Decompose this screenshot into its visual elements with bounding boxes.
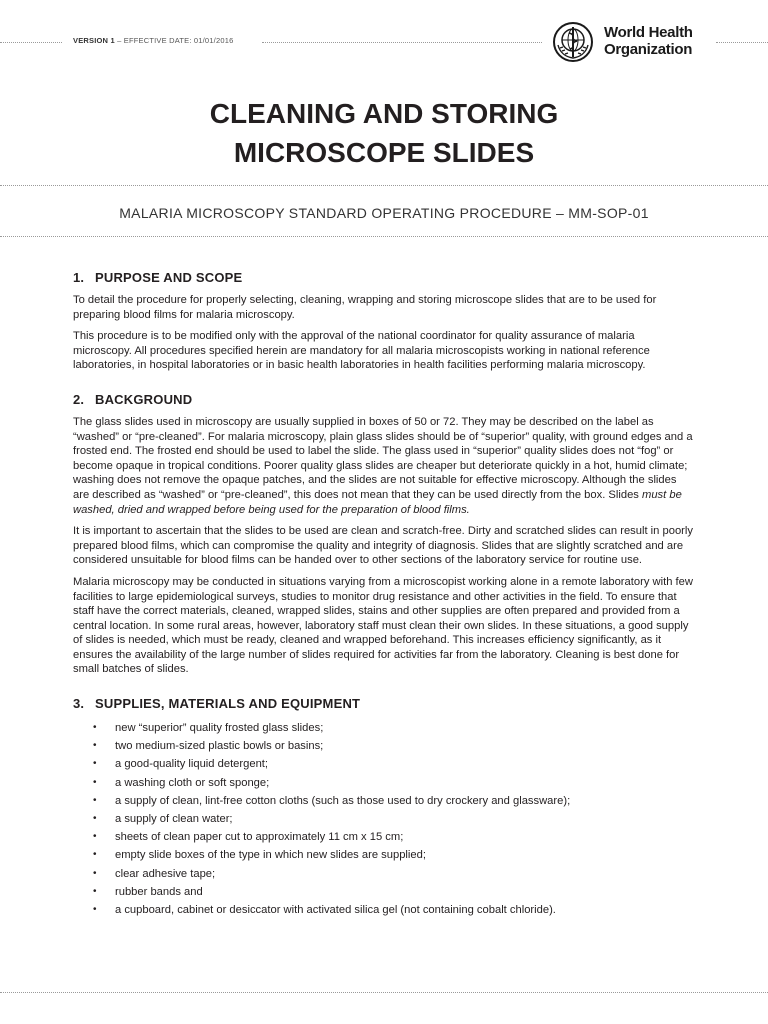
- list-item: • two medium-sized plastic bowls or basins;: [73, 737, 695, 755]
- page-title: [0, 94, 768, 172]
- paragraph: This procedure is to be modified only with the approval of the national coordinator for quality assurance of malaria microscopy. All procedures specified herein are mandatory for all malaria microscopists working in national reference laboratories, in hospital laboratories or in basic health laboratories in health facilities performing malaria microscopy.: [73, 330, 650, 372]
- title-line-1: CLEANING AND STORING: [209, 98, 559, 129]
- list-item: • clear adhesive tape;: [73, 865, 695, 883]
- footer-rule: [0, 992, 768, 993]
- paragraph: It is important to ascertain that the slides to be used are clean and scratch-free. Dirty and scratched slides can result in poorly prepared blood films, which can compromise the quality and integrity of diagnosis. Slides that are slightly scratched and are considered unsuitable for blood films can be handed over to other sections of the laboratory service for routine use.: [73, 525, 693, 567]
- section-title: PURPOSE AND SCOPE: [95, 270, 243, 285]
- section-title: SUPPLIES, MATERIALS AND EQUIPMENT: [95, 696, 361, 712]
- emphasis-text: must be washed, dried and wrapped before being used for the preparation of blood films.: [73, 488, 682, 516]
- list-item: • empty slide boxes of the type in which new slides are supplied;: [73, 846, 695, 864]
- paragraph: [73, 415, 695, 517]
- paragraph: Malaria microscopy may be conducted in situations varying from a microscopist working alone in a remote laboratory with few facilities to large epidemiological surveys, studies to monitor drug resistance and other activities in the field. To ensure that staff have the correct materials, cleaned, wrapped slides, stains and other supplies are often prepared and provided from a central location. In some rural areas, however, laboratory staff must clean their own slides. In these situations, a good supply of slides is needed, which must be ready, cleaned and wrapped beforehand. This increases efficiency significantly, as it ensures the availability of the large number of slides required for activities far from the laboratory. Cleaning is best done for small batches of slides.: [73, 575, 693, 676]
- logo-line-2: Organization: [604, 40, 693, 58]
- supplies-list: [73, 719, 695, 919]
- document-subtitle: MALARIA MICROSCOPY STANDARD OPERATING PROCEDURE – MM-SOP-01: [119, 205, 649, 221]
- list-item: • a washing cloth or soft sponge;: [73, 774, 695, 792]
- version-info: [73, 36, 233, 45]
- list-item: • a cupboard, cabinet or desiccator with activated silica gel (not containing cobalt chloride).: [73, 901, 695, 919]
- section-heading: [73, 392, 695, 407]
- logo-line-1: World Health: [604, 24, 693, 41]
- section-number: 1.: [73, 270, 85, 285]
- section-heading: [73, 270, 695, 285]
- paragraph: To detail the procedure for properly selecting, cleaning, wrapping and storing microscope slides that are to be used for preparing blood films for malaria microscopy.: [73, 294, 657, 321]
- header-rule-right: [716, 42, 768, 43]
- list-item: • sheets of clean paper cut to approximately 11 cm x 15 cm;: [73, 828, 695, 846]
- paragraph-text: The glass slides used in microscopy are usually supplied in boxes of 50 or 72. They may be described on the label as “washed” or “pre-cleaned”. For malaria microscopy, plain glass slides should be of “superior” quality, with ground edges and a frosted end. The frosted end should be used to label the slide. The glass used in “superior” quality slides does not “fog” or become opaque in tropical conditions. Poorer quality glass slides are cheaper but deteriorate quickly in a hot, humid climate; washing does not remove the opaque patches, and the slides are not suitable for effective microscopy. Although the slides are described as “washed” or “pre-cleaned”, this does not mean that they can be used directly from the box. Slides: [73, 415, 693, 501]
- header-rule-left: [0, 42, 62, 43]
- section-number: 2.: [73, 391, 85, 407]
- subtitle-rule-bottom: [0, 236, 768, 237]
- section-purpose-and-scope: [73, 270, 695, 373]
- section-number: 3.: [73, 696, 85, 712]
- section-title: BACKGROUND: [95, 391, 193, 407]
- version-label: VERSION 1: [73, 36, 115, 45]
- section-heading: [73, 696, 695, 711]
- list-item: • new “superior” quality frosted glass slides;: [73, 719, 695, 737]
- section-supplies: [73, 696, 695, 919]
- effective-date: – EFFECTIVE DATE: 01/01/2016: [114, 36, 234, 45]
- list-item: • a supply of clean, lint-free cotton cloths (such as those used to dry crockery and glassware);: [73, 792, 695, 810]
- title-rule-bottom: [0, 185, 768, 186]
- list-item: • a good-quality liquid detergent;: [73, 755, 695, 773]
- title-line-2: MICROSCOPE SLIDES: [233, 137, 535, 168]
- header-rule-middle: [262, 42, 542, 43]
- list-item: • a supply of clean water;: [73, 810, 695, 828]
- logo-wordmark: [604, 25, 693, 58]
- section-background: [73, 392, 695, 677]
- who-logo: [552, 21, 702, 63]
- document-body: [73, 270, 695, 938]
- list-item: • rubber bands and: [73, 883, 695, 901]
- who-emblem-icon: [552, 21, 594, 63]
